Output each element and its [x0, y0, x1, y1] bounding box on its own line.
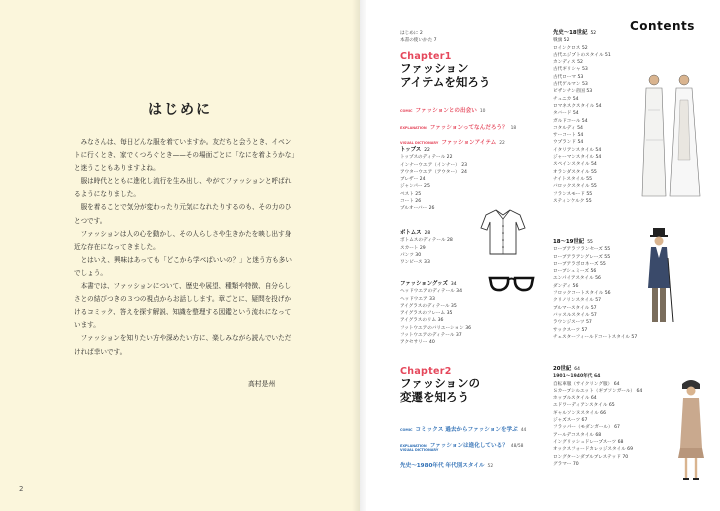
toc-item[interactable]: アイグラスのディテール 35	[400, 303, 457, 309]
gentleman-suit-illustration	[643, 228, 675, 324]
toc-item[interactable]: アールデコスタイル 68	[553, 432, 602, 438]
chapter1-title: ファッション	[400, 61, 469, 75]
toc-feature[interactable]: COMIC コミックス 過去からファッションを学ぶ 44	[400, 427, 527, 433]
intro-paragraph: ファッションは人の心を動かし、その人らしさや生きかたを映し出す身近な存在になってきました。	[74, 229, 292, 251]
toc-item[interactable]: ダンディ 56	[553, 283, 579, 289]
toc-item[interactable]: 戦旗 52	[553, 38, 570, 44]
toc-item[interactable]: ヘッドウエア 33	[400, 296, 435, 302]
toc-item[interactable]: ナイトスタイル 55	[553, 176, 593, 182]
toc-item[interactable]: フロックコートスタイル 56	[553, 291, 611, 297]
toc-item[interactable]: スペインスタイル 54	[553, 162, 597, 168]
toc-section-heading[interactable]: 20世紀 64	[553, 366, 580, 372]
chapter2-title: 変遷を知ろう	[400, 389, 469, 404]
page-number: 2	[19, 485, 24, 493]
intro-paragraph: 服は時代とともに進化し流行を生み出し、やがてファッションと呼ばれるようになりました。	[74, 177, 292, 199]
toc-item[interactable]: 古代ゲルマン 53	[553, 82, 588, 88]
toc-item[interactable]: フットウエアのバリエーション 36	[400, 325, 472, 331]
contents-heading: Contents	[630, 19, 695, 33]
toc-item[interactable]: アイグラスのリム 36	[400, 318, 444, 324]
toc-item[interactable]: ラウンジスーツ 57	[553, 320, 592, 326]
toc-item[interactable]: ワンピース 33	[400, 260, 430, 266]
toc-feature[interactable]: VISUAL DICTIONARY 先史～1980年代 年代別スタイル 52	[400, 448, 494, 469]
toc-item[interactable]: スカート 29	[400, 245, 426, 251]
toc-item[interactable]: アイグラスのフレーム 35	[400, 311, 453, 317]
toc-item[interactable]: タバード 54	[553, 111, 579, 117]
toc-feature[interactable]: COMIC ファッションとの出会い 10	[400, 108, 486, 114]
toc-item[interactable]: サックスーツ 57	[553, 327, 588, 333]
intro-body	[74, 136, 296, 359]
toc-item[interactable]: ローブアラフランセーズ 55	[553, 247, 611, 253]
chapter2-title: ファッションの	[400, 376, 481, 390]
chapter2-label: Chapter2	[400, 366, 452, 377]
toc-section-heading[interactable]: トップス 22	[400, 147, 430, 153]
toc-item[interactable]: スティンケルク 55	[553, 198, 592, 204]
toc-item[interactable]: イタリアンスタイル 54	[553, 147, 602, 153]
toc-item[interactable]: コート 26	[400, 199, 422, 205]
toc-item[interactable]: クリノリンスタイル 57	[553, 298, 602, 304]
toc-item[interactable]: エンパイアスタイル 56	[553, 276, 601, 282]
toc-item[interactable]: バッスルスタイル 57	[553, 312, 597, 318]
toc-item[interactable]: ギャルソンヌスタイル 66	[553, 410, 606, 416]
toc-feature[interactable]: VISUAL DICTIONARY ファッションアイテム 22	[400, 140, 505, 146]
toc-item[interactable]: オランダスタイル 55	[553, 169, 597, 175]
toc-item[interactable]: サーコート 54	[553, 133, 584, 139]
toc-item[interactable]: フラッパー（モダンガール） 67	[553, 425, 620, 431]
toc-item[interactable]: コタルディ 54	[553, 125, 583, 131]
toc-item[interactable]: インナーウエア（インナー） 23	[400, 162, 468, 168]
toc-section-heading[interactable]: 18～19世紀 55	[553, 239, 593, 245]
toc-feature[interactable]: EXPLANATION ファッションってなんだろう？ 18	[400, 125, 517, 131]
toc-intro-list	[400, 30, 550, 45]
toc-section-heading[interactable]: ボトムス 28	[400, 230, 431, 236]
intro-title: はじめに	[148, 102, 212, 118]
intro-paragraph: ファッションを知りたい方や深めたい方に、楽しみながら読んでいただければ幸いです。	[74, 334, 292, 356]
toc-item[interactable]: フランスモード 55	[553, 191, 593, 197]
toc-item[interactable]: ジャズスーツ 67	[553, 418, 588, 424]
chapter2-header	[400, 366, 550, 404]
intro-paragraph: 本書では、ファッションについて、歴史や展望、種類や特徴、自分らしさとの結びつきの３つの視点からお話しします。章ごとに、疑問を投げかけるコミック、答えを探す解説、知識を整理する図鑑という流れになっています。	[74, 282, 292, 330]
toc-item[interactable]: ロインクロス 52	[553, 45, 588, 51]
toc-item[interactable]: ブルマースタイル 57	[553, 305, 597, 311]
toc-item[interactable]: トップスのディテール 22	[400, 155, 453, 161]
toc-section-heading[interactable]: 先史～18世紀 52	[553, 30, 597, 36]
toc-item[interactable]: ウプランド 54	[553, 140, 584, 146]
eyeglasses-illustration	[488, 274, 536, 294]
toc-item[interactable]: フットウエアのディテール 37	[400, 333, 462, 339]
historical-robes-illustration	[632, 70, 710, 200]
toc-item[interactable]: パンツ 30	[400, 252, 422, 258]
author-name: 高村是州	[248, 380, 276, 388]
toc-item[interactable]: ローブシュミーズ 56	[553, 269, 597, 275]
toc-item[interactable]: ジャーマンスタイル 54	[553, 155, 602, 161]
toc-feature[interactable]: EXPLANATION ファッションは進化している？ 48/58	[400, 443, 524, 449]
toc-item[interactable]: ブレザー 24	[400, 177, 426, 183]
toc-item[interactable]: チュニカ 54	[553, 96, 579, 102]
toc-item[interactable]: バロックスタイル 55	[553, 184, 597, 190]
toc-item[interactable]: イングリッシュドレープスーツ 68	[553, 439, 624, 445]
toc-item[interactable]: エドワーディアンスタイル 65	[553, 403, 615, 409]
toc-section-tops	[400, 147, 550, 213]
toc-item[interactable]: ボトムスのディテール 28	[400, 238, 453, 244]
chapter1-label: Chapter1	[400, 51, 452, 62]
toc-item[interactable]: 1901～1940年代 64	[553, 374, 601, 380]
toc-item[interactable]: 古代ギリシャ 53	[553, 67, 588, 73]
intro-paragraph: みなさんは、毎日どんな服を着ていますか。友だちと会うとき、イベントに行くとき、家でくつろぐとき——その場面ごとに「なにを着ようかな」と迷うこともありますよね。	[74, 138, 295, 173]
toc-item[interactable]: ローブアラアングレーズ 55	[553, 254, 611, 260]
book-gutter	[352, 0, 366, 511]
flapper-woman-illustration	[672, 378, 710, 482]
toc-item[interactable]: チェスターフィールドコートスタイル 57	[553, 334, 638, 340]
toc-item[interactable]: アクセサリー 40	[400, 340, 435, 346]
toc-section-heading[interactable]: ファッショングッズ 34	[400, 281, 457, 287]
toc-item[interactable]: ジャンパー 25	[400, 184, 430, 190]
toc-item[interactable]: ホッブルスタイル 64	[553, 396, 597, 402]
toc-item[interactable]: 自転車服（サイクリング服） 64	[553, 381, 620, 387]
toc-item[interactable]: はじめに 2	[400, 31, 423, 36]
toc-item[interactable]: カンディス 52	[553, 60, 583, 66]
toc-item[interactable]: プルオーバー 26	[400, 206, 435, 212]
toc-item[interactable]: アウターウエア（アウター） 24	[400, 169, 467, 175]
toc-era-20c	[553, 366, 663, 468]
toc-item[interactable]: ベスト 25	[400, 191, 422, 197]
toc-item[interactable]: 本書の使いかた 7	[400, 38, 437, 44]
toc-item[interactable]: グラマー 70	[553, 461, 579, 467]
toc-item[interactable]: ロマネスクスタイル 54	[553, 103, 602, 109]
toc-item[interactable]: ロングターンダブルブレステッド 70	[553, 454, 629, 460]
toc-item[interactable]: 古代エジプトのスタイル 51	[553, 52, 611, 58]
intro-paragraph: 服を着ることで気分が変わったり元気になれたりするのも、その力のひとつです。	[74, 203, 292, 225]
chapter1-title: アイテムを知ろう	[400, 74, 491, 89]
toc-item[interactable]: ガルドコール 54	[553, 118, 588, 124]
toc-item[interactable]: ヘッドウエアのディテール 34	[400, 289, 462, 295]
shirt-illustration	[480, 206, 526, 256]
toc-item[interactable]: ビザンチン帝国 53	[553, 89, 593, 95]
chapter1-header	[400, 51, 550, 89]
toc-item[interactable]: オックスフォードカレッジスタイル 69	[553, 447, 634, 453]
intro-paragraph: とはいえ、興味はあっても「どこから学べばいいの？」と迷う方も多いでしょう。	[74, 255, 292, 277]
toc-item[interactable]: 古代ローマ 53	[553, 74, 584, 80]
toc-section-bottoms	[400, 230, 550, 266]
toc-item[interactable]: Ｓカーブシルエット（ギブソンガール） 64	[553, 388, 643, 394]
toc-item[interactable]: ローブアラポロネーズ 55	[553, 261, 606, 267]
